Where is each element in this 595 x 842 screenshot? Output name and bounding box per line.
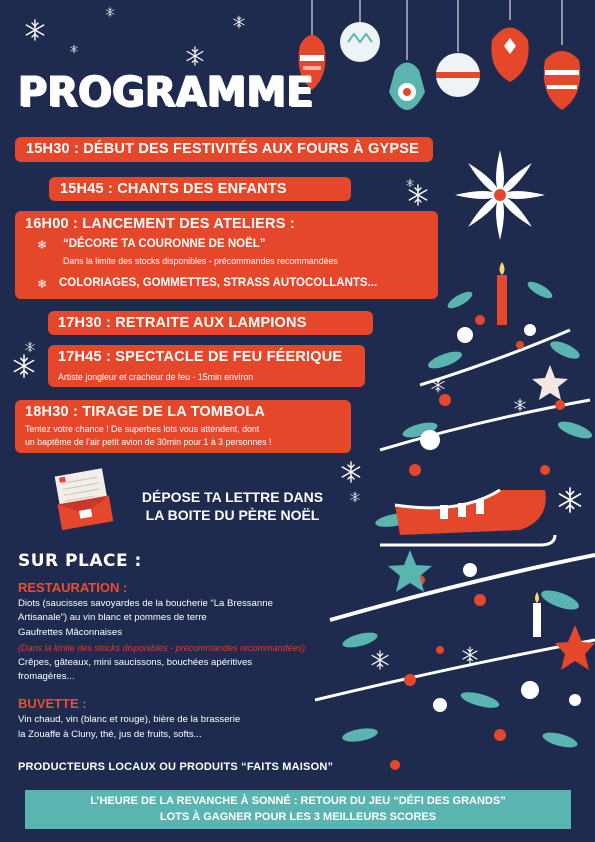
letterbox-line: DÉPOSE TA LETTRE DANS	[141, 489, 324, 505]
candle-icon	[533, 592, 541, 637]
snowflake-icon	[14, 355, 33, 377]
event-detail: Artiste jongleur et cracheur de feu - 15min environ	[58, 372, 254, 382]
event-heading: 15H30 : DÉBUT DES FESTIVITÉS AUX FOURS À GYPSE	[26, 141, 419, 157]
bauble-icon	[389, 0, 425, 110]
snowflake-icon	[407, 179, 414, 187]
snowflake-icon	[342, 462, 359, 482]
snowflake-icon	[463, 647, 477, 663]
snowflake-icon	[26, 342, 35, 352]
bauble-icon	[491, 0, 528, 82]
star-icon	[388, 550, 432, 592]
snowflake-icon: ❄	[37, 277, 48, 291]
event-1600	[15, 211, 438, 299]
bauble-icon	[340, 0, 380, 62]
event-heading: 16H00 : LANCEMENT DES ATELIERS :	[25, 216, 295, 232]
event-1545	[49, 177, 351, 201]
workshop-title: “DÉCORE TA COURONNE DE NOËL”	[63, 238, 266, 250]
buvette-label: BUVETTE :	[18, 696, 87, 711]
event-detail: Tentez votre chance ! De superbes lots vous attendent, dont	[25, 424, 260, 434]
letter-icon	[50, 466, 115, 533]
bauble-icon	[436, 0, 480, 97]
menu-line: Diots (saucisses savoyardes de la boucherie “La Bressanne	[18, 598, 273, 609]
event-detail: un baptême de l’air petit avion de 30min pour 1 à 3 personnes !	[25, 437, 272, 447]
menu-line: Artisanale”) au vin blanc et pommes de terre	[18, 612, 207, 623]
event-heading: 17H45 : SPECTACLE DE FEU FÉERIQUE	[58, 349, 343, 365]
game-banner-line: LOTS À GAGNER POUR LES 3 MEILLEURS SCORES	[159, 811, 437, 823]
workshop-activities: COLORIAGES, GOMMETTES, STRASS AUTOCOLLANTS...	[59, 277, 378, 289]
snowflake-icon: ❄	[37, 238, 48, 252]
event-heading: 15H45 : CHANTS DES ENFANTS	[60, 181, 287, 197]
snowflake-icon	[515, 399, 525, 411]
game-banner-line: L’HEURE DE LA REVANCHE À SONNÉ : RETOUR DU JEU “DÉFI DES GRANDS”	[90, 795, 506, 807]
menu-line: fromagères...	[18, 671, 75, 682]
star-icon	[532, 365, 568, 400]
event-1830	[15, 400, 351, 453]
menu-line: Gaufrettes Mâconnaises	[18, 627, 122, 638]
bauble-icon	[544, 0, 580, 110]
event-1730	[48, 311, 373, 335]
letterbox-line: LA BOITE DU PÈRE NOËL	[145, 507, 320, 523]
menu-line: Crêpes, gâteaux, mini saucissons, bouchées apéritives	[18, 657, 253, 668]
workshop-note: Dans la limite des stocks disponibles - précommandes recommandées	[63, 256, 338, 266]
letterbox-callout	[120, 488, 345, 524]
restauration-label: RESTAURATION :	[18, 580, 128, 595]
drinks-line: Vin chaud, vin (blanc et rouge), bière de la brasserie	[18, 714, 241, 725]
snowflake-icon	[187, 47, 203, 65]
snowflake-icon	[409, 185, 426, 205]
snowflake-icon	[351, 492, 360, 502]
star-icon	[555, 625, 595, 670]
page-title: PROGRAMME	[18, 68, 314, 117]
snowflake-icon	[71, 45, 78, 53]
snowflake-icon	[560, 488, 581, 512]
sleigh-icon	[380, 490, 555, 545]
snowflake-icon	[106, 8, 114, 17]
drinks-line: la Zouaffe à Cluny, thé, jus de fruits, softs...	[18, 729, 202, 740]
event-heading: 17H30 : RETRAITE AUX LAMPIONS	[58, 315, 307, 331]
producers-note: PRODUCTEURS LOCAUX OU PRODUITS “FAITS MAISON”	[18, 761, 334, 773]
on-site-heading: SUR PLACE :	[18, 551, 142, 571]
candle-icon	[497, 262, 507, 325]
snowflake-icon	[372, 651, 388, 669]
event-heading: 18H30 : TIRAGE DE LA TOMBOLA	[25, 404, 266, 420]
event-1745	[48, 345, 365, 387]
snowflake-icon	[234, 16, 244, 28]
game-banner	[25, 790, 571, 829]
snowflake-icon	[26, 20, 43, 40]
event-1530	[15, 137, 433, 162]
menu-note: (Dans la limite des stocks disponibles - précommandes recommandées)	[18, 643, 306, 653]
